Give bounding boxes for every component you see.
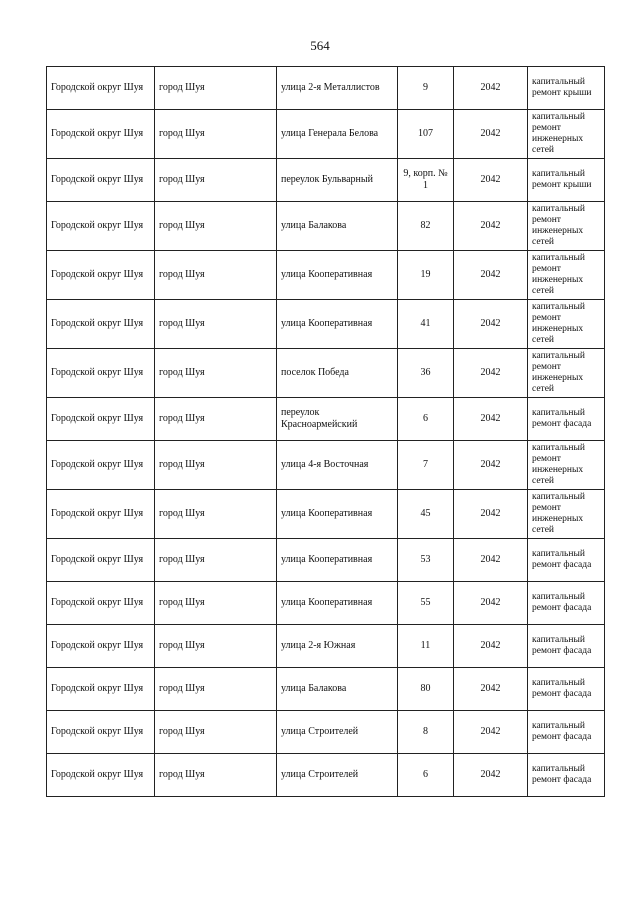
table-row <box>47 110 605 159</box>
settlement-cell: город Шуя <box>155 754 277 797</box>
municipality-cell: Городской округ Шуя <box>47 110 155 159</box>
table-row <box>47 441 605 490</box>
table-row <box>47 349 605 398</box>
year-cell: 2042 <box>454 251 528 300</box>
settlement-cell: город Шуя <box>155 490 277 539</box>
year-cell: 2042 <box>454 398 528 441</box>
street-cell: улица Генерала Белова <box>277 110 398 159</box>
street-cell: улица 4-я Восточная <box>277 441 398 490</box>
table-row <box>47 711 605 754</box>
municipality-cell: Городской округ Шуя <box>47 754 155 797</box>
street-cell: переулок Бульварный <box>277 159 398 202</box>
house-number-cell: 36 <box>398 349 454 398</box>
street-cell: улица Строителей <box>277 711 398 754</box>
year-cell: 2042 <box>454 159 528 202</box>
settlement-cell: город Шуя <box>155 582 277 625</box>
table-row <box>47 398 605 441</box>
street-cell: улица Кооперативная <box>277 300 398 349</box>
table-row <box>47 300 605 349</box>
municipality-cell: Городской округ Шуя <box>47 159 155 202</box>
page-number: 564 <box>310 38 330 53</box>
settlement-cell: город Шуя <box>155 67 277 110</box>
table-row <box>47 67 605 110</box>
street-cell: улица Строителей <box>277 754 398 797</box>
table-row <box>47 625 605 668</box>
work-type-cell: капитальный ремонт фасада <box>528 668 605 711</box>
municipality-cell: Городской округ Шуя <box>47 711 155 754</box>
settlement-cell: город Шуя <box>155 202 277 251</box>
settlement-cell: город Шуя <box>155 668 277 711</box>
house-number-cell: 80 <box>398 668 454 711</box>
municipality-cell: Городской округ Шуя <box>47 67 155 110</box>
settlement-cell: город Шуя <box>155 349 277 398</box>
municipality-cell: Городской округ Шуя <box>47 539 155 582</box>
street-cell: улица 2-я Южная <box>277 625 398 668</box>
table-row <box>47 202 605 251</box>
work-type-cell: капитальный ремонт фасада <box>528 539 605 582</box>
work-type-cell: капитальный ремонт инженерных сетей <box>528 441 605 490</box>
work-type-cell: капитальный ремонт фасада <box>528 582 605 625</box>
table-row <box>47 159 605 202</box>
street-cell: улица Кооперативная <box>277 539 398 582</box>
street-cell: улица Балакова <box>277 202 398 251</box>
municipality-cell: Городской округ Шуя <box>47 668 155 711</box>
house-number-cell: 19 <box>398 251 454 300</box>
work-type-cell: капитальный ремонт фасада <box>528 754 605 797</box>
municipality-cell: Городской округ Шуя <box>47 490 155 539</box>
table-row <box>47 582 605 625</box>
year-cell: 2042 <box>454 582 528 625</box>
house-number-cell: 6 <box>398 754 454 797</box>
work-type-cell: капитальный ремонт инженерных сетей <box>528 251 605 300</box>
work-type-cell: капитальный ремонт инженерных сетей <box>528 490 605 539</box>
table-row <box>47 539 605 582</box>
house-number-cell: 82 <box>398 202 454 251</box>
house-number-cell: 53 <box>398 539 454 582</box>
table-row <box>47 754 605 797</box>
municipality-cell: Городской округ Шуя <box>47 625 155 668</box>
work-type-cell: капитальный ремонт инженерных сетей <box>528 349 605 398</box>
settlement-cell: город Шуя <box>155 625 277 668</box>
settlement-cell: город Шуя <box>155 159 277 202</box>
year-cell: 2042 <box>454 441 528 490</box>
table-row <box>47 668 605 711</box>
year-cell: 2042 <box>454 202 528 251</box>
year-cell: 2042 <box>454 67 528 110</box>
street-cell: поселок Победа <box>277 349 398 398</box>
table-row <box>47 490 605 539</box>
house-number-cell: 107 <box>398 110 454 159</box>
house-number-cell: 8 <box>398 711 454 754</box>
house-number-cell: 9, корп. № 1 <box>398 159 454 202</box>
house-number-cell: 45 <box>398 490 454 539</box>
table-body <box>47 67 605 797</box>
street-cell: переулок Красноармейский <box>277 398 398 441</box>
house-number-cell: 55 <box>398 582 454 625</box>
house-number-cell: 41 <box>398 300 454 349</box>
house-number-cell: 9 <box>398 67 454 110</box>
street-cell: улица 2-я Металлистов <box>277 67 398 110</box>
year-cell: 2042 <box>454 711 528 754</box>
municipality-cell: Городской округ Шуя <box>47 300 155 349</box>
street-cell: улица Кооперативная <box>277 582 398 625</box>
settlement-cell: город Шуя <box>155 539 277 582</box>
house-number-cell: 11 <box>398 625 454 668</box>
settlement-cell: город Шуя <box>155 398 277 441</box>
work-type-cell: капитальный ремонт фасада <box>528 625 605 668</box>
year-cell: 2042 <box>454 625 528 668</box>
municipality-cell: Городской округ Шуя <box>47 251 155 300</box>
table-row <box>47 251 605 300</box>
year-cell: 2042 <box>454 490 528 539</box>
settlement-cell: город Шуя <box>155 110 277 159</box>
municipality-cell: Городской округ Шуя <box>47 202 155 251</box>
house-number-cell: 6 <box>398 398 454 441</box>
year-cell: 2042 <box>454 754 528 797</box>
work-type-cell: капитальный ремонт крыши <box>528 159 605 202</box>
work-type-cell: капитальный ремонт инженерных сетей <box>528 110 605 159</box>
settlement-cell: город Шуя <box>155 300 277 349</box>
municipality-cell: Городской округ Шуя <box>47 349 155 398</box>
settlement-cell: город Шуя <box>155 441 277 490</box>
year-cell: 2042 <box>454 300 528 349</box>
year-cell: 2042 <box>454 349 528 398</box>
municipality-cell: Городской округ Шуя <box>47 441 155 490</box>
settlement-cell: город Шуя <box>155 711 277 754</box>
house-number-cell: 7 <box>398 441 454 490</box>
municipality-cell: Городской округ Шуя <box>47 582 155 625</box>
work-type-cell: капитальный ремонт инженерных сетей <box>528 300 605 349</box>
work-type-cell: капитальный ремонт фасада <box>528 398 605 441</box>
year-cell: 2042 <box>454 110 528 159</box>
work-type-cell: капитальный ремонт инженерных сетей <box>528 202 605 251</box>
work-type-cell: капитальный ремонт фасада <box>528 711 605 754</box>
municipality-cell: Городской округ Шуя <box>47 398 155 441</box>
street-cell: улица Кооперативная <box>277 490 398 539</box>
settlement-cell: город Шуя <box>155 251 277 300</box>
year-cell: 2042 <box>454 668 528 711</box>
street-cell: улица Кооперативная <box>277 251 398 300</box>
work-type-cell: капитальный ремонт крыши <box>528 67 605 110</box>
street-cell: улица Балакова <box>277 668 398 711</box>
year-cell: 2042 <box>454 539 528 582</box>
repair-schedule-table <box>46 66 605 797</box>
